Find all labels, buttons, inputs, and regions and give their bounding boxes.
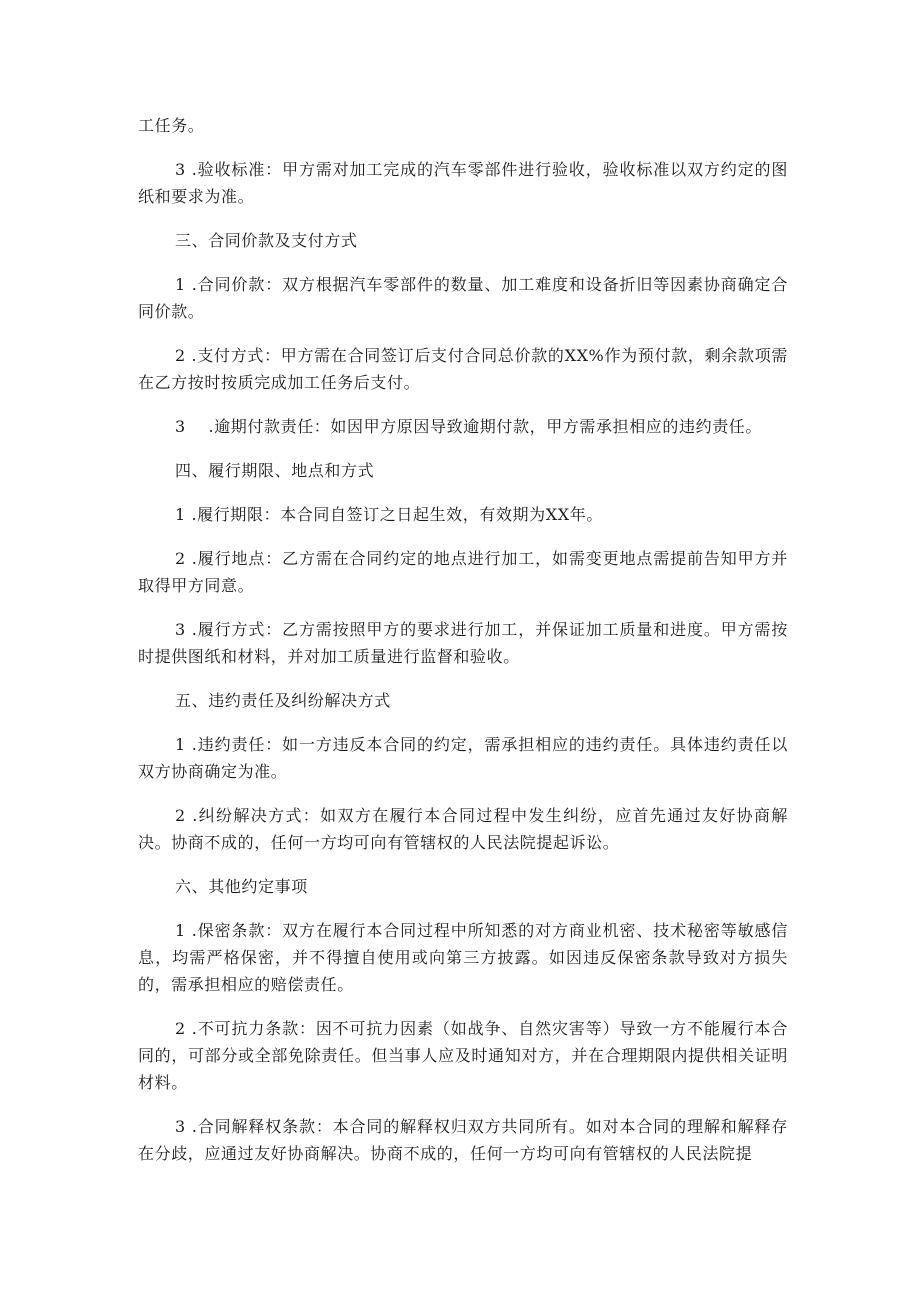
clause-acceptance-standard: 3 .验收标准：甲方需对加工完成的汽车零部件进行验收，验收标准以双方约定的图纸和要求为准。 <box>138 160 788 206</box>
clause-dispute-resolution: 2 .纠纷解决方式：如双方在履行本合同过程中发生纠纷，应首先通过友好协商解决。协商不成的，任何一方均可向有管辖权的人民法院提起诉讼。 <box>138 806 788 852</box>
clause-breach-liability: 1 .违约责任：如一方违反本合同的约定，需承担相应的违约责任。具体违约责任以双方协商确定为准。 <box>138 735 788 781</box>
clause-late-payment: 3 .逾期付款责任：如因甲方原因导致逾期付款，甲方需承担相应的违约责任。 <box>175 417 763 436</box>
clause-contract-price: 1 .合同价款：双方根据汽车零部件的数量、加工难度和设备折旧等因素协商确定合同价款。 <box>138 275 788 321</box>
section-heading-other-matters: 六、其他约定事项 <box>175 877 308 896</box>
section-heading-price-payment: 三、合同价款及支付方式 <box>175 231 358 250</box>
clause-interpretation-right: 3 .合同解释权条款：本合同的解释权归双方共同所有。如对本合同的理解和解释存在分歧，应通过友好协商解决。协商不成的，任何一方均可向有管辖权的人民法院提 <box>138 1117 788 1163</box>
contract-body <box>138 112 788 1184</box>
clause-payment-method: 2 .支付方式：甲方需在合同签订后支付合同总价款的XX%作为预付款，剩余款项需在乙方按时按质完成加工任务后支付。 <box>138 346 788 392</box>
section-heading-liability-disputes: 五、违约责任及纠纷解决方式 <box>175 691 391 710</box>
section-heading-performance: 四、履行期限、地点和方式 <box>175 461 375 480</box>
clause-performance-method: 3 .履行方式：乙方需按照甲方的要求进行加工，并保证加工质量和进度。甲方需按时提供图纸和材料，并对加工质量进行监督和验收。 <box>138 620 788 666</box>
paragraph-continuation: 工任务。 <box>138 116 205 135</box>
clause-force-majeure: 2 .不可抗力条款：因不可抗力因素（如战争、自然灾害等）导致一方不能履行本合同的，可部分或全部免除责任。但当事人应及时通知对方，并在合理期限内提供相关证明材料。 <box>138 1019 788 1092</box>
clause-performance-period: 1 .履行期限：本合同自签订之日起生效，有效期为XX年。 <box>175 505 603 524</box>
clause-confidentiality: 1 .保密条款：双方在履行本合同过程中所知悉的对方商业机密、技术秘密等敏感信息，均需严格保密，并不得擅自使用或向第三方披露。如因违反保密条款导致对方损失的，需承担相应的赔偿责任。 <box>138 921 788 994</box>
clause-performance-location: 2 .履行地点：乙方需在合同约定的地点进行加工，如需变更地点需提前告知甲方并取得甲方同意。 <box>138 549 788 595</box>
